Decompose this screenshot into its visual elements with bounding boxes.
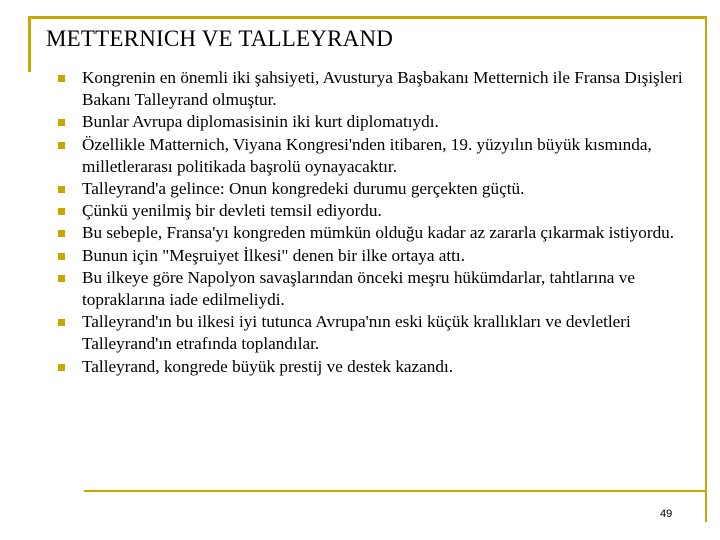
bullet-text: Bunun için "Meşruiyet İlkesi" denen bir ilke ortaya attı. [82,245,465,265]
bullet-text: Talleyrand, kongrede büyük prestij ve destek kazandı. [82,356,454,376]
square-bullet-icon [58,142,65,149]
bullet-text: Kongrenin en önemli iki şahsiyeti, Avusturya Başbakanı Metternich ile Fransa Dışişleri Bakanı Talleyrand olmuştur. [82,68,683,110]
bullet-item [58,356,688,378]
bullet-text: Talleyrand'a gelince: Onun kongredeki durumu gerçekten güçtü. [82,179,525,199]
bullet-item [58,111,688,133]
bullet-text: Bunlar Avrupa diplomasisinin iki kurt diplomatıydı. [82,112,439,132]
square-bullet-icon [58,319,65,326]
slide-title: METTERNICH VE TALLEYRAND [46,26,394,51]
square-bullet-icon [58,208,65,215]
square-bullet-icon [58,119,65,126]
bullet-item [58,134,688,178]
bullet-text: Çünkü yenilmiş bir devleti temsil ediyordu. [82,201,382,221]
frame-bottom-line [84,490,707,492]
frame-left-line [28,16,31,72]
bullet-item [58,311,688,355]
bullet-item [58,245,688,267]
square-bullet-icon [58,253,65,260]
bullet-item [58,200,688,222]
page-number: 49 [660,508,673,520]
square-bullet-icon [58,275,65,282]
bullet-text: Talleyrand'ın bu ilkesi iyi tutunca Avrupa'nın eski küçük krallıkları ve devletleri Talleyrand'ın etrafında toplandılar. [82,312,631,354]
square-bullet-icon [58,186,65,193]
bullet-list [58,67,688,378]
frame-top-line [28,16,706,19]
bullet-text: Bu sebeple, Fransa'yı kongreden mümkün olduğu kadar az zararla çıkarmak istiyordu. [82,223,675,243]
square-bullet-icon [58,364,65,371]
bullet-item [58,67,688,111]
bullet-text: Bu ilkeye göre Napolyon savaşlarından önceki meşru hükümdarlar, tahtlarına ve topraklarına iade edilmeliydi. [82,267,635,310]
bullet-item [58,267,688,311]
square-bullet-icon [58,230,65,237]
frame-right-line [705,16,707,522]
bullet-item [58,178,688,200]
bullet-text: Özellikle Matternich, Viyana Kongresi'nden itibaren, 19. yüzyılın büyük kısmında, milletlerarası politikada başrolü oynayacaktır. [82,134,652,176]
bullet-item [58,222,688,244]
square-bullet-icon [58,75,65,82]
